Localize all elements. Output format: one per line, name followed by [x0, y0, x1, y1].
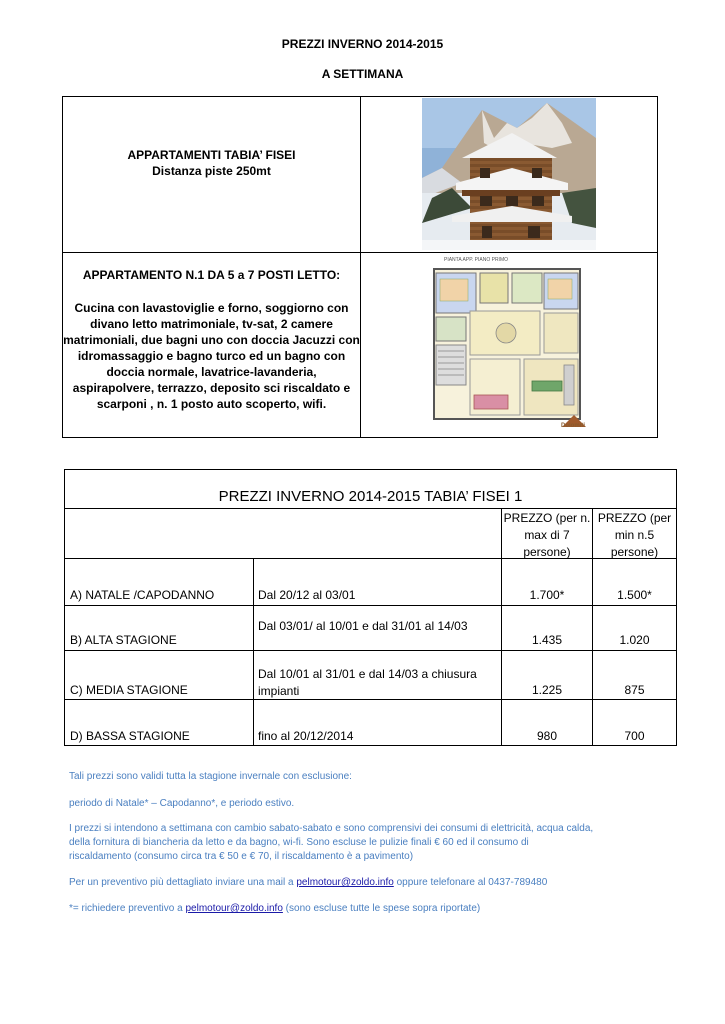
apartment-table: [62, 96, 658, 438]
plan-caption: PIANTA APP. PIANO PRIMO: [444, 257, 509, 263]
page-subtitle: A SETTIMANA: [321, 67, 404, 81]
apartment-name-line1: APPARTAMENTI TABIA’ FISEI: [127, 148, 296, 162]
unit-desc-line: scarponi , n. 1 posto auto scoperto, wifi.: [96, 397, 327, 411]
note-quote: *= richiedere preventivo a pelmotour@zoldo.info (sono escluse tutte le spese sopra riportate): [69, 903, 481, 914]
apartment-distance: Distanza piste 250mt: [152, 164, 271, 178]
col-header-max: PREZZO (per n. max di 7 persone): [503, 511, 591, 559]
period-media: Dal 10/01 al 31/01 e dal 14/03 a chiusura impianti: [258, 667, 477, 698]
price-max-bassa: 980: [536, 729, 558, 743]
price-table: [64, 469, 677, 746]
email-link-quote[interactable]: pelmotour@zoldo.info: [185, 903, 283, 914]
season-bassa: D) BASSA STAGIONE: [70, 729, 190, 743]
period-natale: Dal 20/12 al 03/01: [258, 588, 356, 602]
unit-desc-line: divano letto matrimoniale, tv-sat, 2 camere: [90, 317, 333, 331]
unit-desc-line: Cucina con lavastoviglie e forno, soggiorno con: [74, 301, 349, 315]
price-max-media: 1.225: [531, 683, 563, 697]
apartment-name: [63, 147, 360, 179]
email-link[interactable]: pelmotour@zoldo.info: [296, 877, 394, 888]
season-natale: A) NATALE /CAPODANNO: [70, 588, 215, 602]
price-min-alta: 1.020: [619, 633, 650, 647]
price-table-title: PREZZI INVERNO 2014-2015 TABIA’ FISEI 1: [218, 488, 523, 505]
unit-desc-line: idromassaggio e bagno turco ed un bagno con: [77, 349, 346, 363]
period-alta: Dal 03/01/ al 10/01 e dal 31/01 al 14/03: [258, 619, 468, 633]
note-contact: Per un preventivo più dettagliato inviare una mail a pelmotour@zoldo.info oppure telefonare al 0437-789480: [69, 877, 548, 888]
unit-desc-line: doccia normale, lavatrice-lavanderia,: [106, 365, 317, 379]
price-min-natale: 1.500*: [617, 588, 652, 602]
season-alta: B) ALTA STAGIONE: [70, 633, 177, 647]
page-title: PREZZI INVERNO 2014-2015: [281, 37, 444, 51]
col-header-min: PREZZO (per min n.5 persone): [597, 511, 672, 559]
unit-cell: [63, 267, 360, 412]
note-included: I prezzi si intendono a settimana con cambio sabato-sabato e sono comprensivi dei consumi di elettricità, acqua calda, della fornitura di biancheria da letto e da bagno, wi-fi. Sono escluse le pulizie finali € 60 ed il consumo di riscaldamento (consumo circa tra € 50 e € 70, il riscaldamento è a pavimento): [69, 823, 594, 862]
season-media: C) MEDIA STAGIONE: [70, 683, 188, 697]
unit-title: APPARTAMENTO N.1 DA 5 a 7 POSTI LETTO:: [82, 268, 341, 282]
chalet-photo: [422, 98, 596, 250]
plan-brand: Dolomiti: [561, 423, 585, 429]
period-bassa: fino al 20/12/2014: [258, 729, 354, 743]
unit-desc-line: aspirapolvere, terrazzo, deposito sci riscaldato e: [72, 381, 351, 395]
price-max-alta: 1.435: [531, 633, 563, 647]
note-validity: Tali prezzi sono validi tutta la stagione invernale con esclusione:: [69, 771, 352, 782]
price-min-media: 875: [624, 683, 645, 697]
unit-desc-line: matrimoniali, due bagni uno con doccia Jacuzzi con: [63, 333, 360, 347]
price-max-natale: 1.700*: [529, 588, 565, 602]
note-exclusions: periodo di Natale* – Capodanno*, e periodo estivo.: [69, 798, 295, 809]
floor-plan-image: [424, 255, 598, 435]
price-min-bassa: 700: [624, 729, 645, 743]
